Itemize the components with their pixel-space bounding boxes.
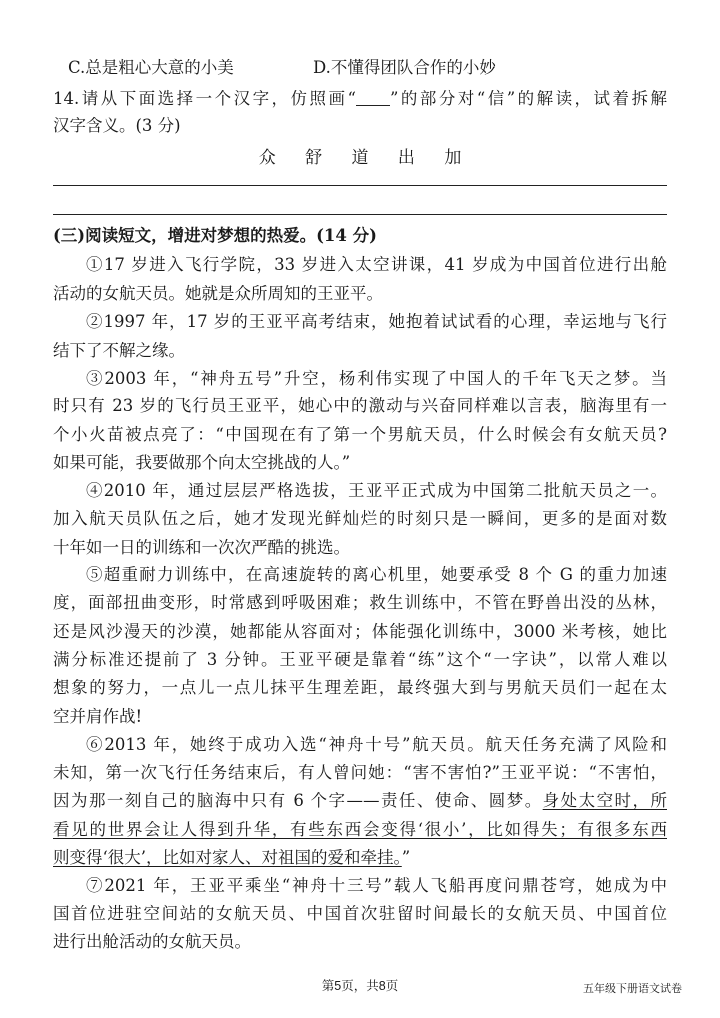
underlined-sentence: 身处太空时，所 bbox=[542, 791, 667, 810]
paragraph-line: ④2010 年，通过层层严格选拔，王亚平正式成为中国第二批航天员之一。 bbox=[86, 481, 667, 500]
paragraph-line: 度，面部扭曲变形，时常感到呼吸困难；救生训练中，不管在野兽出没的丛林， bbox=[53, 593, 667, 612]
question-14-text-cont: 汉字含义。(3 分) bbox=[53, 116, 181, 135]
paragraph-line: ②1997 年，17 岁的王亚平高考结束，她抱着试试看的心理，幸运地与飞行 bbox=[86, 312, 667, 331]
paragraph-line: 活动的女航天员。她就是众所周知的王亚平。 bbox=[53, 284, 383, 303]
option-c: C.总是粗心大意的小美 bbox=[68, 58, 234, 77]
paragraph-line: ⑥2013 年，她终于成功入选“神舟十号”航天员。航天任务充满了风险和 bbox=[86, 735, 667, 754]
answer-line bbox=[53, 185, 667, 186]
paragraph-line: 因为那一刻自己的脑海中只有 6 个字——责任、使命、圆梦。身处太空时，所 bbox=[53, 791, 667, 810]
paragraph-line: 时只有 23 岁的飞行员王亚平，她心中的激动与兴奋同样难以言表，脑海里有一 bbox=[53, 396, 667, 415]
underlined-sentence: 则变得‘很大’，比如对家人、对祖国的爱和牵挂。 bbox=[53, 848, 402, 867]
paragraph-line: 国首位进驻空间站的女航天员、中国首次驻留时间最长的女航天员、中国首位 bbox=[53, 904, 667, 923]
paragraph-line: 结下了不解之缘。 bbox=[53, 341, 185, 360]
paragraph-line: ③2003 年，“神舟五号”升空，杨利伟实现了中国人的千年飞天之梦。当 bbox=[86, 369, 667, 388]
paragraph-line: 加入航天员队伍之后，她才发现光鲜灿烂的时刻只是一瞬间，更多的是面对数 bbox=[53, 509, 667, 528]
paragraph-line: 还是风沙漫天的沙漠，她都能从容面对；体能强化训练中，3000 米考核，她比 bbox=[53, 622, 667, 641]
exam-title: 五年级下册语文试卷 bbox=[583, 983, 682, 995]
char-choice: 舒 bbox=[305, 148, 323, 168]
paragraph-line: 个小火苗被点亮了：“中国现在有了第一个男航天员，什么时候会有女航天员? bbox=[53, 425, 667, 444]
char-choice: 众 bbox=[258, 148, 276, 168]
paragraph-line: 想象的努力，一点儿一点儿抹平生理差距，最终强大到与男航天员们一起在太 bbox=[53, 678, 667, 697]
section-heading: (三)阅读短文，增进对梦想的热爱。(14 分) bbox=[53, 226, 377, 245]
paragraph-line: ⑦2021 年，王亚平乘坐“神舟十三号”载人飞船再度问鼎苍穹，她成为中 bbox=[86, 876, 667, 895]
char-choice: 道 bbox=[351, 148, 369, 168]
underlined-sentence: 看见的世界会让人得到升华，有些东西会变得‘很小’，比如得失；有很多东西 bbox=[53, 820, 667, 839]
paragraph-line: ①17 岁进入飞行学院，33 岁进入太空讲课，41 岁成为中国首位进行出舱 bbox=[86, 255, 667, 274]
paragraph-line: 十年如一日的训练和一次次严酷的挑选。 bbox=[53, 538, 350, 557]
character-choices bbox=[0, 143, 720, 168]
question-14-text: 14.请从下面选择一个汉字，仿照画“ ”的部分对“信”的解读，试着拆解 bbox=[53, 89, 667, 108]
paragraph-line: 进行出舱活动的女航天员。 bbox=[53, 932, 251, 951]
char-choice: 加 bbox=[444, 148, 462, 168]
char-choice: 出 bbox=[397, 148, 415, 168]
paragraph-line: 如果可能，我要做那个向太空挑战的人。” bbox=[53, 453, 351, 472]
paragraph-line: 未知，第一次飞行任务结束后，有人曾问她：“害不害怕?”王亚平说：“不害怕， bbox=[53, 763, 667, 782]
paragraph-line: 满分标准还提前了 3 分钟。王亚平硬是靠着“练”这个“一字诀”，以常人难以 bbox=[53, 650, 667, 669]
paragraph-line: ⑤超重耐力训练中，在高速旋转的离心机里，她要承受 8 个 G 的重力加速 bbox=[86, 565, 667, 584]
answer-line bbox=[53, 214, 667, 215]
page-number: 第5页，共8页 bbox=[321, 979, 399, 993]
paragraph-line: 则变得‘很大’，比如对家人、对祖国的爱和牵挂。” bbox=[53, 848, 411, 867]
option-d: D.不懂得团队合作的小妙 bbox=[313, 58, 496, 77]
paragraph-line: 空并肩作战! bbox=[53, 707, 143, 726]
underline-blank bbox=[356, 91, 390, 106]
